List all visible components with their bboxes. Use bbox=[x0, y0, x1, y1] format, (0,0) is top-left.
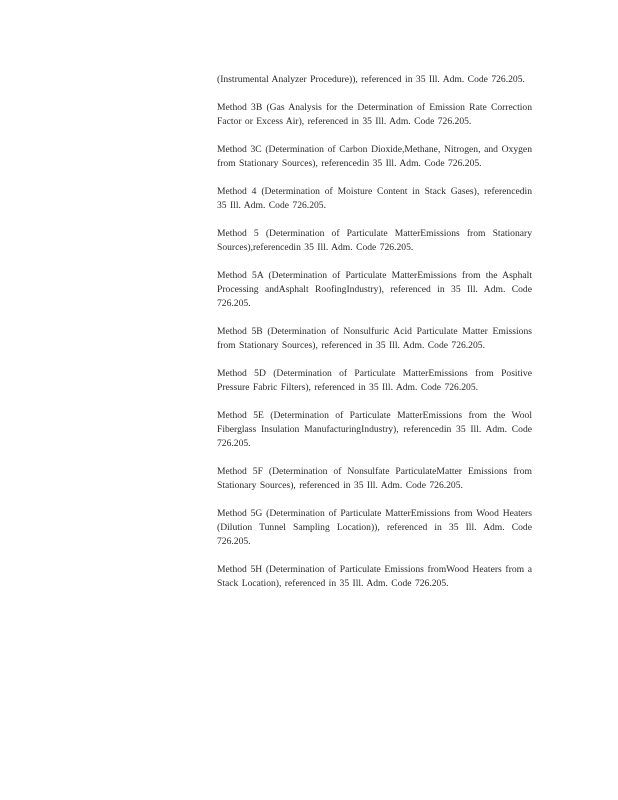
paragraph-method-5a: Method 5A (Determination of Particulate MatterEmissions from the Asphalt Processing andAsphalt RoofingIndustry), referenced in 35 Ill. Adm. Code 726.205. bbox=[217, 270, 532, 309]
paragraph-method-4: Method 4 (Determination of Moisture Content in Stack Gases), referencedin 35 Ill. Adm. Code 726.205. bbox=[217, 186, 532, 211]
paragraph-method-5: Method 5 (Determination of Particulate MatterEmissions from Stationary Sources),referencedin 35 Ill. Adm. Code 726.205. bbox=[217, 228, 532, 253]
paragraph-method-5g: Method 5G (Determination of Particulate MatterEmissions from Wood Heaters (Dilution Tunnel Sampling Location)), referenced in 35 Ill. Adm. Code 726.205. bbox=[217, 508, 532, 547]
paragraph-method-5b: Method 5B (Determination of Nonsulfuric Acid Particulate Matter Emissions from Stationary Sources), referenced in 35 Ill. Adm. Code 726.205. bbox=[217, 326, 532, 351]
paragraph-method-5e: Method 5E (Determination of Particulate MatterEmissions from the Wool Fiberglass Insulation ManufacturingIndustry), referencedin 35 Ill. Adm. Code 726.205. bbox=[217, 410, 532, 449]
paragraph-method-3b: Method 3B (Gas Analysis for the Determination of Emission Rate Correction Factor or Excess Air), referenced in 35 Ill. Adm. Code 726.205. bbox=[217, 102, 532, 127]
paragraph-method-5d: Method 5D (Determination of Particulate MatterEmissions from Positive Pressure Fabric Filters), referenced in 35 Ill. Adm. Code 726.205. bbox=[217, 368, 532, 393]
document-body bbox=[217, 73, 532, 605]
paragraph-continuation: (Instrumental Analyzer Procedure)), referenced in 35 Ill. Adm. Code 726.205. bbox=[217, 74, 525, 85]
paragraph-method-5f: Method 5F (Determination of Nonsulfate ParticulateMatter Emissions from Stationary Sources), referenced in 35 Ill. Adm. Code 726.205. bbox=[217, 466, 532, 491]
paragraph-method-5h: Method 5H (Determination of Particulate Emissions fromWood Heaters from a Stack Location), referenced in 35 Ill. Adm. Code 726.205. bbox=[217, 564, 532, 589]
paragraph-method-3c: Method 3C (Determination of Carbon Dioxide,Methane, Nitrogen, and Oxygen from Stationary Sources), referencedin 35 Ill. Adm. Code 726.205. bbox=[217, 144, 532, 169]
